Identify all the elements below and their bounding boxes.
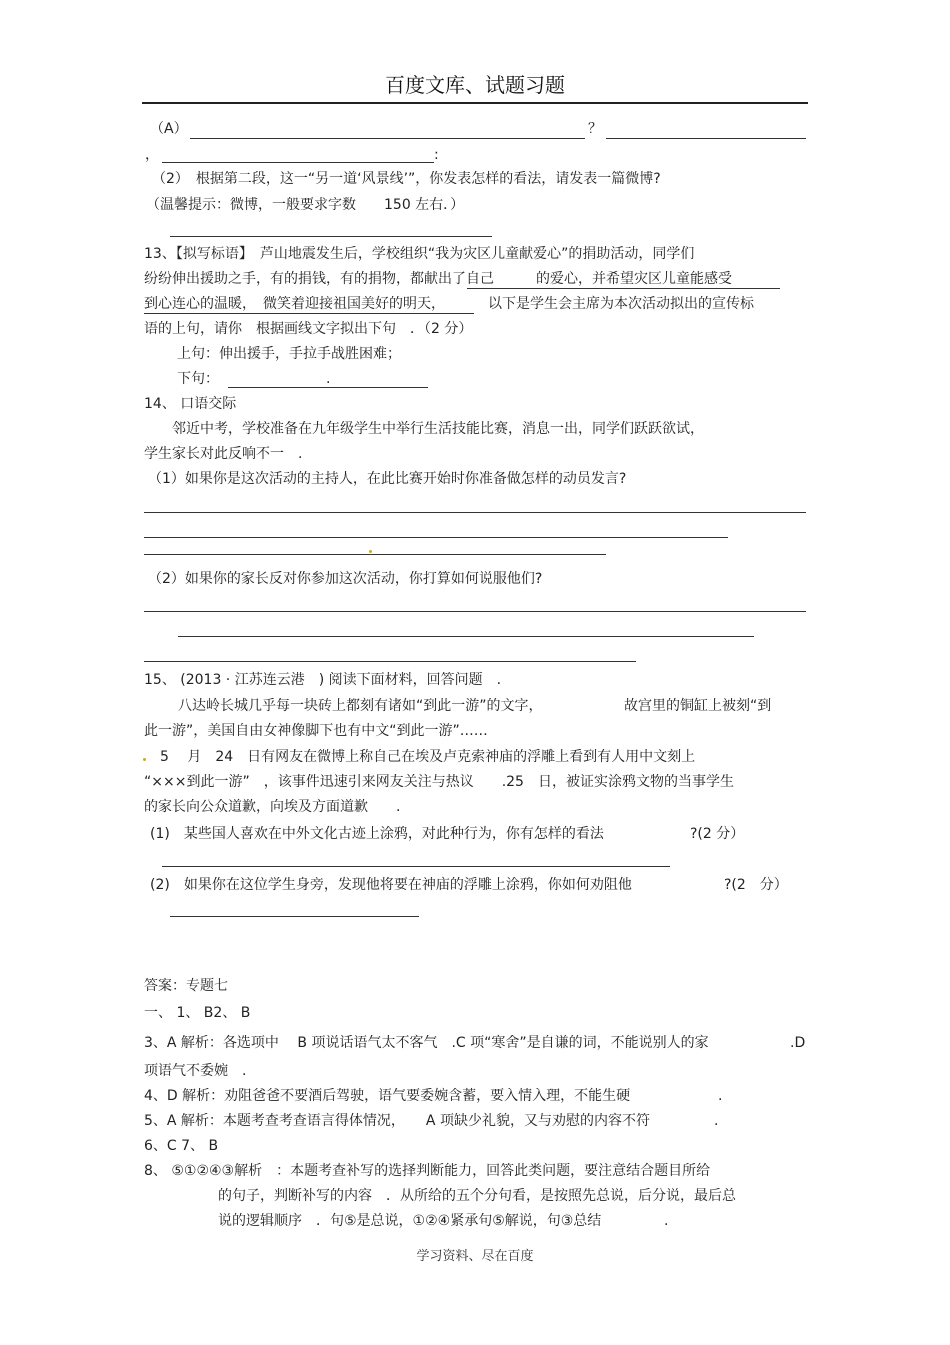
q12-answer-line-3: [162, 162, 434, 163]
q15-subquestion-2: (2) 如果你在这位学生身旁，发现他将要在神庙的浮雕上涂鸦，你如何劝阻他: [150, 877, 632, 893]
q15-answer-line-1: [162, 866, 670, 867]
answer-8b: 的句子，判断补写的内容 ．从所给的五个分句看，是按照先总说，后分说，最后总: [218, 1188, 736, 1204]
q13-underline-1: [467, 288, 780, 289]
q15-subquestion-1: (1) 某些国人喜欢在中外文化古迹上涂鸦，对此种行为，你有怎样的看法: [150, 826, 604, 842]
page-header-title: 百度文库、试题习题: [385, 73, 565, 97]
q14-answer-line-6: [144, 661, 636, 662]
answer-3a: 3、A 解析：各选项中 B 项说话语气太不客气 .C 项“寒舍”是自谦的词，不能说别人的家: [144, 1035, 709, 1051]
q15-line-2a: 八达岭长城几乎每一块砖上都刻有诸如“到此一游”的文字，: [178, 698, 543, 714]
q15-line-3: 此一游”，美国自由女神像脚下也有中文“到此一游”……: [144, 723, 488, 739]
q12-hint: （温馨提示：微博，一般要求字数 150 左右．）: [146, 197, 465, 213]
q12-a-label: （A）: [150, 121, 188, 137]
stray-mark: [143, 758, 146, 761]
stray-mark: [369, 550, 372, 553]
q14-paragraph-2: 学生家长对此反响不一 .: [144, 446, 303, 462]
answer-5-dot: .: [714, 1113, 719, 1129]
q12-answer-line-2: [606, 138, 806, 139]
q13-upper-line: 上句：伸出援手，手拉手战胜困难；: [177, 346, 401, 362]
q15-line-6: 的家长向公众道歉，向埃及方面道歉 .: [144, 799, 401, 815]
answer-3-tail: .D: [790, 1035, 806, 1051]
q13-line-4: 语的上句，请你 根据画线文字拟出下句 ．（2 分）: [144, 321, 473, 337]
q14-answer-line-2: [144, 537, 728, 538]
answer-3b: 项语气不委婉 .: [144, 1063, 247, 1079]
q14-answer-line-5: [178, 636, 754, 637]
q14-paragraph-1: 邻近中考，学校准备在九年级学生中举行生活技能比赛，消息一出，同学们跃跃欲试，: [172, 421, 704, 437]
q13-line-3a: 到心连心的温暖， 微笑着迎接祖国美好的明天，: [144, 296, 445, 312]
page-footer: 学习资料、尽在百度: [416, 1249, 534, 1264]
q14-subquestion-2: （2）如果你的家长反对你参加这次活动，你打算如何说服他们?: [148, 571, 543, 587]
q14-answer-line-3: [144, 554, 606, 555]
answer-8-dot: .: [664, 1213, 669, 1229]
answer-5: 5、A 解析：本题考查考查语言得体情况， A 项缺少礼貌，又与劝慰的内容不符: [144, 1113, 650, 1129]
answer-4-dot: .: [718, 1088, 723, 1104]
q15-line-1: 15、 (2013 · 江苏连云港 ) 阅读下面材料，回答问题 .: [144, 672, 502, 688]
q15-line-2b: 故宫里的铜缸上被刻“到: [624, 698, 772, 714]
answer-6-7: 6、C 7、 B: [144, 1138, 219, 1154]
header-rule: [142, 102, 808, 104]
q12-colon: :: [434, 147, 439, 163]
q13-line-3b: 以下是学生会主席为本次活动拟出的宣传标: [488, 296, 754, 312]
q14-answer-line-1: [144, 512, 806, 513]
answer-4: 4、D 解析：劝阻爸爸不要酒后驾驶，语气要委婉含蓄，要入情入理，不能生硬: [144, 1088, 631, 1104]
answers-title: 答案：专题七: [144, 978, 228, 994]
q13-lower-dot: .: [326, 371, 331, 387]
answer-1: 一、 1、 B2、 B: [144, 1005, 251, 1021]
q14-title: 14、 口语交际: [144, 396, 237, 412]
answer-8a: 8、 ⑤①②④③解析 ：本题考查补写的选择判断能力，回答此类问题，要注意结合题目所给: [144, 1163, 711, 1179]
q12-subquestion-2: （2） 根据第二段，这一“另一道‘风景线’”，你发表怎样的看法，请发表一篇微博?: [152, 171, 661, 187]
q15-line-4: 5 月 24 日有网友在微博上称自己在埃及卢克索神庙的浮雕上看到有人用中文刻上: [160, 749, 696, 765]
q12-answer-line-1: [190, 138, 585, 139]
q13-line-2: 纷纷伸出援助之手，有的捐钱，有的捐物，都献出了自己 的爱心，并希望灾区儿童能感受: [144, 271, 732, 287]
q13-line-1: 13、【拟写标语】 芦山地震发生后，学校组织“我为灾区儿童献爱心”的捐助活动，同学们: [144, 246, 695, 262]
answer-8c: 说的逻辑顺序 ．句⑤是总说，①②④紧承句⑤解说，句③总结: [218, 1213, 602, 1229]
q13-lower-label: 下句：: [177, 371, 219, 387]
q15-answer-line-2: [170, 916, 419, 917]
q12-answer-line-4: [170, 236, 492, 237]
q13-underline-2: [144, 313, 474, 314]
q15-line-5: “×××到此一游” ，该事件迅速引来网友关注与热议 .25 日，被证实涂鸦文物的当事学生: [144, 774, 734, 790]
q14-subquestion-1: （1）如果你是这次活动的主持人，在此比赛开始时你准备做怎样的动员发言?: [148, 471, 627, 487]
q12-comma: ，: [145, 147, 159, 163]
q12-question-mark: ？: [588, 121, 602, 137]
q14-answer-line-4: [144, 611, 806, 612]
q15-subquestion-1-score: ?(2 分）: [690, 826, 745, 842]
q15-subquestion-2-score: ?(2 分）: [724, 877, 788, 893]
